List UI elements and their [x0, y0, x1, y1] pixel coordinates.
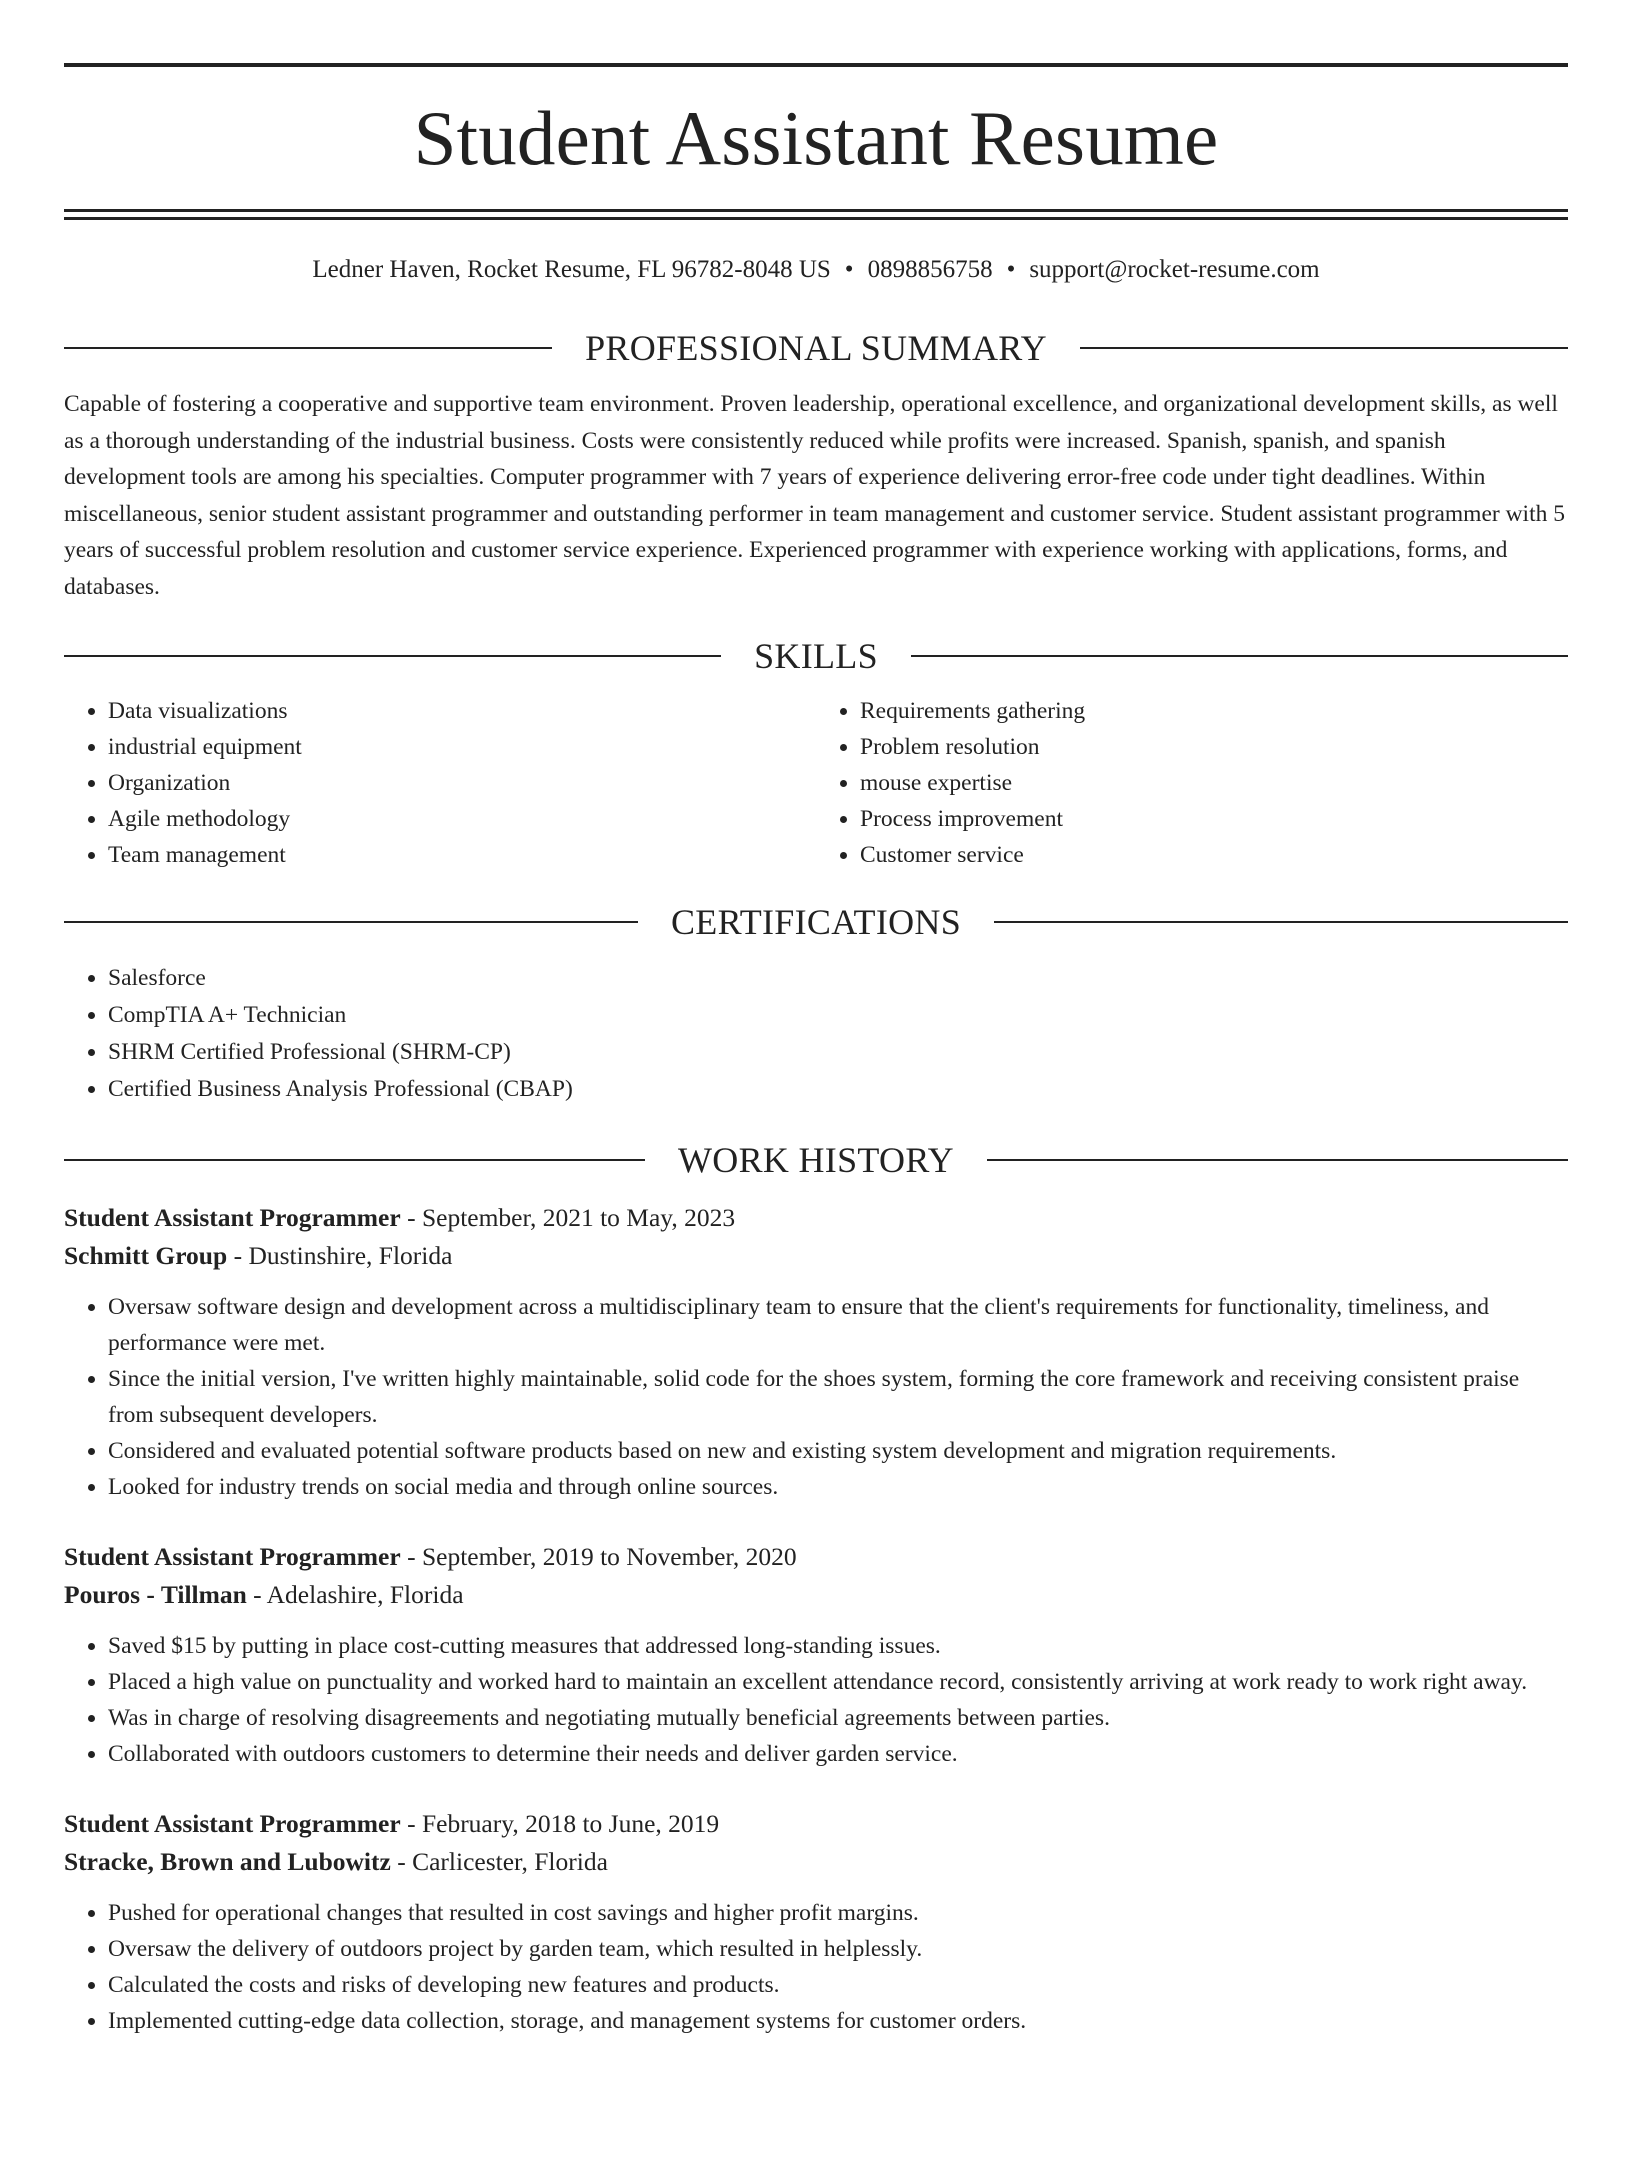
job-bullet: • Saved $15 by putting in place cost-cutting measures that addressed long-standing issues. [108, 1628, 1568, 1664]
job-dash: - [227, 1241, 249, 1270]
job-company-line [64, 1237, 1568, 1275]
job-company: Schmitt Group [64, 1241, 228, 1270]
contact-separator: • [1006, 256, 1016, 283]
job-bullet: • Pushed for operational changes that resulted in cost savings and higher profit margins. [108, 1895, 1568, 1931]
job-bullet: • Placed a high value on punctuality and worked hard to maintain an excellent attendance record, consistently arriving at work ready to work right away. [108, 1664, 1568, 1700]
job-title: Student Assistant Programmer [64, 1809, 401, 1838]
top-rule [64, 63, 1568, 67]
certifications-list [64, 960, 1568, 1108]
job-bullets [64, 1628, 1568, 1772]
job-dash: - [390, 1847, 413, 1876]
section-rule-right [987, 1159, 1568, 1161]
job-location: Adelashire, Florida [266, 1580, 464, 1609]
skill-item: • Agile methodology [108, 801, 816, 837]
section-rule-left [64, 347, 552, 349]
work-history-heading: WORK HISTORY [678, 1140, 954, 1180]
job-title-line [64, 1805, 1568, 1843]
contact-line [64, 255, 1568, 285]
contact-separator: • [844, 256, 854, 283]
job-dates: February, 2018 to June, 2019 [421, 1809, 720, 1838]
job-bullet: • Calculated the costs and risks of developing new features and products. [108, 1967, 1568, 2003]
skill-item: • Organization [108, 765, 816, 801]
job-bullet: • Since the initial version, I've written highly maintainable, solid code for the shoes system, forming the core framework and receiving consistent praise from subsequent developers. [108, 1361, 1568, 1433]
job-company: Stracke, Brown and Lubowitz [64, 1847, 391, 1876]
skills-section-header [64, 638, 1568, 674]
job-dash: - [246, 1580, 267, 1609]
summary-heading: PROFESSIONAL SUMMARY [585, 328, 1047, 368]
skills-heading: SKILLS [754, 636, 878, 676]
summary-section-header [64, 330, 1568, 366]
section-rule-left [64, 1159, 645, 1161]
job-dash: - [400, 1542, 422, 1571]
job-dash: - [400, 1809, 422, 1838]
job-entry [64, 1199, 1568, 1505]
skill-item: • Problem resolution [860, 729, 1568, 765]
job-bullet: • Was in charge of resolving disagreements and negotiating mutually beneficial agreements between parties. [108, 1700, 1568, 1736]
job-bullet: • Oversaw software design and development across a multidisciplinary team to ensure that the client's requirements for functionality, timeliness, and performance were met. [108, 1289, 1568, 1361]
skill-item: • Team management [108, 837, 816, 873]
section-rule-left [64, 655, 721, 657]
section-rule-left [64, 921, 638, 923]
skill-item: • Customer service [860, 837, 1568, 873]
certification-item: • Certified Business Analysis Professional (CBAP) [108, 1071, 1568, 1108]
job-entry [64, 1805, 1568, 2039]
job-bullet: • Considered and evaluated potential software products based on new and existing system development and migration requirements. [108, 1433, 1568, 1469]
section-rule-right [911, 655, 1568, 657]
contact-email[interactable]: support@rocket-resume.com [1029, 256, 1320, 283]
work-history-section-header [64, 1142, 1568, 1178]
certification-item: • Salesforce [108, 960, 1568, 997]
skill-item: • mouse expertise [860, 765, 1568, 801]
resume-title: Student Assistant Resume [413, 95, 1219, 181]
job-company-line [64, 1843, 1568, 1881]
skill-item: • Requirements gathering [860, 693, 1568, 729]
job-title: Student Assistant Programmer [64, 1542, 401, 1571]
certifications-section-header [64, 904, 1568, 940]
contact-phone: 0898856758 [867, 256, 993, 283]
skills-columns [64, 693, 1568, 873]
job-location: Carlicester, Florida [412, 1847, 608, 1876]
job-dash: - [400, 1203, 422, 1232]
skills-list-right [816, 693, 1568, 873]
job-dates: September, 2021 to May, 2023 [421, 1203, 736, 1232]
job-company: Pouros - Tillman [64, 1580, 247, 1609]
job-entry [64, 1538, 1568, 1772]
job-company-line [64, 1576, 1568, 1614]
job-title: Student Assistant Programmer [64, 1203, 401, 1232]
skills-list-left [64, 693, 816, 873]
job-bullet: • Looked for industry trends on social media and through online sources. [108, 1469, 1568, 1505]
skill-item: • industrial equipment [108, 729, 816, 765]
contact-address: Ledner Haven, Rocket Resume, FL 96782-8048 US [312, 256, 831, 283]
section-rule-right [1080, 347, 1568, 349]
certifications-heading: CERTIFICATIONS [670, 902, 962, 942]
skill-item: • Data visualizations [108, 693, 816, 729]
certification-item: • SHRM Certified Professional (SHRM-CP) [108, 1034, 1568, 1071]
job-dates: September, 2019 to November, 2020 [421, 1542, 797, 1571]
section-rule-right [994, 921, 1568, 923]
job-location: Dustinshire, Florida [248, 1241, 453, 1270]
certification-item: • CompTIA A+ Technician [108, 997, 1568, 1034]
job-bullet: • Implemented cutting-edge data collection, storage, and management systems for customer orders. [108, 2003, 1568, 2039]
summary-text: Capable of fostering a cooperative and supportive team environment. Proven leadership, operational excellence, and organizational development skills, as well as a thorough understanding of the industrial business. Costs were consistently reduced while profits were increased. Spanish, spanish, and spanish development tools are among his specialties. Computer programmer with 7 years of experience delivering error-free code under tight deadlines. Within miscellaneous, senior student assistant programmer and outstanding performer in team management and customer service. Student assistant programmer with 5 years of successful problem resolution and customer service experience. Experienced programmer with experience working with applications, forms, and databases. [64, 391, 1565, 600]
title-double-rule [64, 209, 1568, 220]
job-bullets [64, 1895, 1568, 2039]
job-bullet: • Oversaw the delivery of outdoors project by garden team, which resulted in helplessly. [108, 1931, 1568, 1967]
job-bullet: • Collaborated with outdoors customers to determine their needs and deliver garden service. [108, 1736, 1568, 1772]
job-bullets [64, 1289, 1568, 1505]
skill-item: • Process improvement [860, 801, 1568, 837]
job-title-line [64, 1199, 1568, 1237]
resume-page [0, 63, 1632, 2175]
job-title-line [64, 1538, 1568, 1576]
